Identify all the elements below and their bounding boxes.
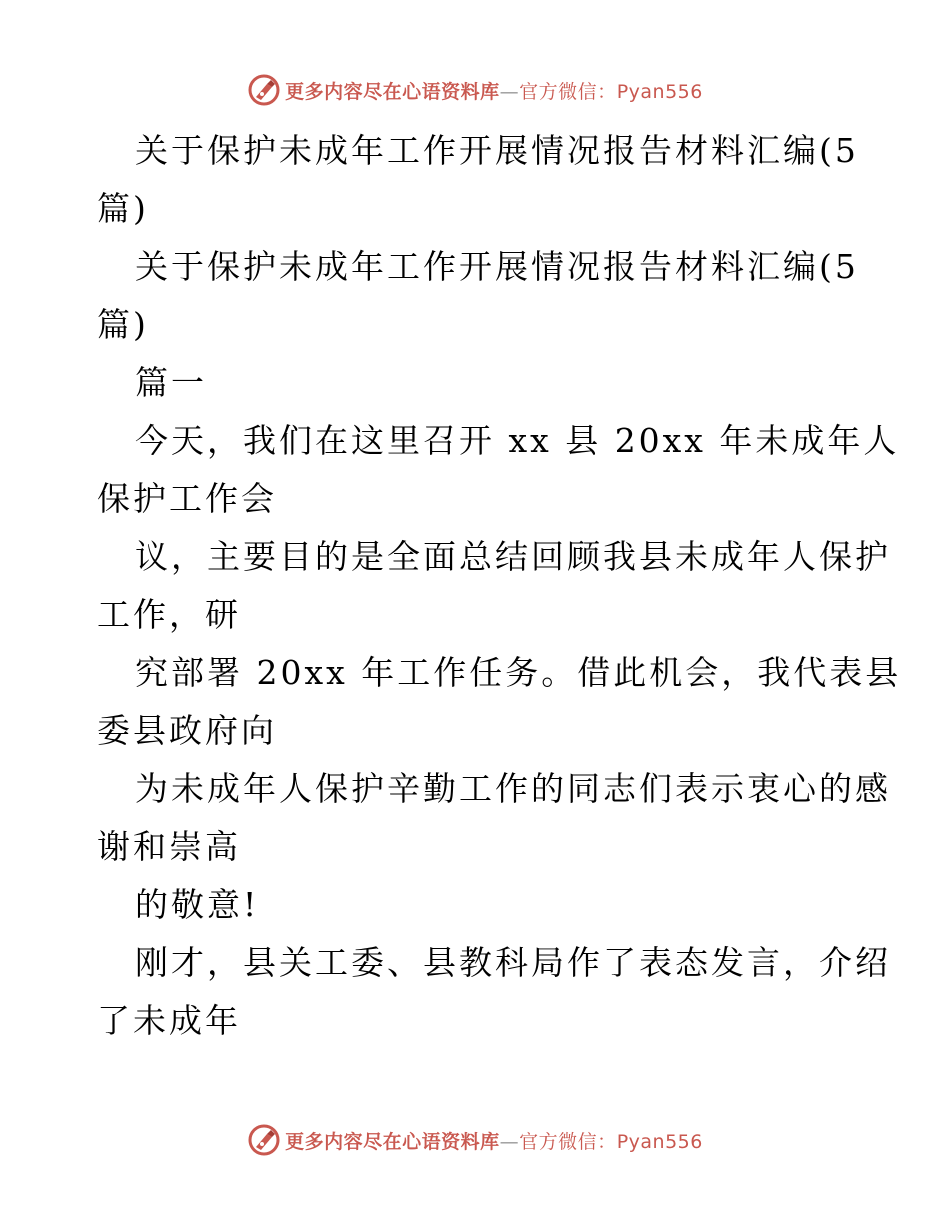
banner-main-text: 更多内容尽在心语资料库 [285, 1130, 500, 1153]
text-line: 篇) [97, 189, 149, 228]
text-line: 刚才，县关工委、县教科局作了表态发言，介绍 [135, 943, 891, 982]
text-line: 关于保护未成年工作开展情况报告材料汇编(5 [135, 247, 859, 286]
text-line: 议，主要目的是全面总结回顾我县未成年人保护 [135, 537, 891, 576]
text-line: 为未成年人保护辛勤工作的同志们表示衷心的感 [135, 769, 891, 808]
pen-nib-logo-icon [247, 1123, 281, 1157]
banner-label: 官方微信： [519, 1130, 617, 1153]
footer-watermark-banner [0, 1120, 950, 1160]
banner-label: 官方微信： [519, 80, 617, 103]
text-line: 篇) [97, 305, 149, 344]
banner-wechat-id: Pyan556 [616, 1130, 703, 1153]
text-line: 篇一 [135, 363, 207, 402]
banner-wechat-id: Pyan556 [616, 80, 703, 103]
text-line: 究部署 20xx 年工作任务。借此机会，我代表县 [135, 653, 902, 692]
text-line: 今天，我们在这里召开 xx 县 20xx 年未成年人 [135, 421, 900, 460]
document-body [97, 122, 902, 1050]
text-line: 了未成年 [97, 1001, 241, 1040]
text-line: 保护工作会 [97, 479, 277, 518]
text-line: 委县政府向 [97, 711, 277, 750]
text-line: 的敬意! [135, 885, 260, 924]
text-line: 工作，研 [97, 595, 241, 634]
banner-dash: — [499, 80, 520, 103]
text-line: 关于保护未成年工作开展情况报告材料汇编(5 [135, 131, 859, 170]
header-watermark-banner [0, 70, 950, 110]
banner-main-text: 更多内容尽在心语资料库 [285, 80, 500, 103]
pen-nib-logo-icon [247, 73, 281, 107]
text-line: 谢和崇高 [97, 827, 241, 866]
banner-dash: — [499, 1130, 520, 1153]
